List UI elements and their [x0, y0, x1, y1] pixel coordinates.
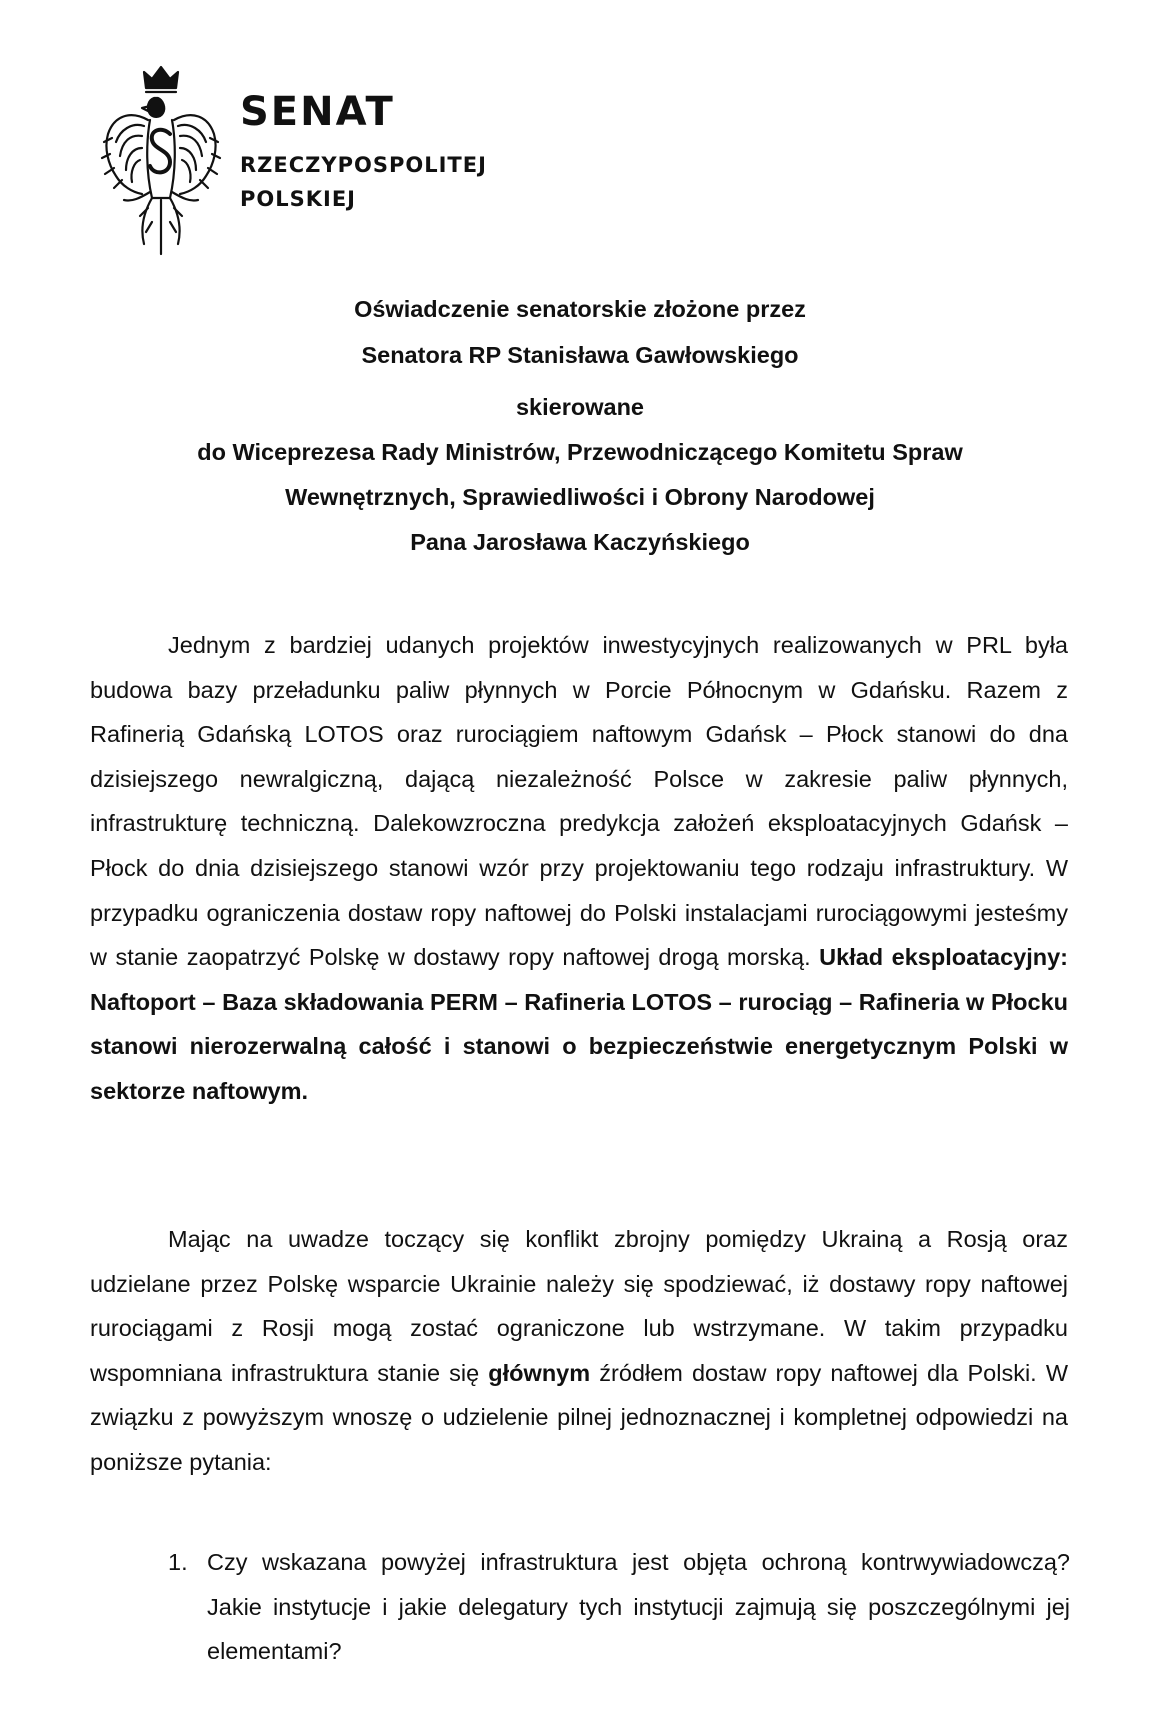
heading-line-1: Oświadczenie senatorskie złożone przez	[354, 296, 806, 322]
paragraph-1-text: Jednym z bardziej udanych projektów inwestycyjnych realizowanych w PRL była budowa bazy przeładunku paliw płynnych w Porcie Północnym w Gdańsku. Razem z Rafinerią Gdańską LOTOS oraz rurociągiem naftowym Gdańsk – Płock stanowi do dna dzisiejszego newralgiczną, dającą niezależność Polsce w zakresie paliw płynnych, infrastrukturę techniczną. Dalekowzroczna predykcja założeń eksploatacyjnych Gdańsk – Płock do dnia dzisiejszego stanowi wzór przy projektowaniu tego rodzaju infrastruktury. W przypadku ograniczenia dostaw ropy naftowej do Polski instalacjami rurociągowymi jesteśmy w stanie zaopatrzyć Polskę w dostawy ropy naftowej drogą morską.	[90, 632, 1068, 971]
paragraph-1	[90, 623, 1068, 1114]
question-text: Czy wskazana powyżej infrastruktura jest objęta ochroną kontrwywiadowczą? Jakie instytucje i jakie delegatury tych instytucji zajmują się poszczególnymi jej elementami?	[207, 1549, 1070, 1665]
paragraph-2-text-before: Mając na uwadze toczący się konflikt zbrojny pomiędzy Ukrainą a Rosją oraz udzielane przez Polskę wsparcie Ukrainie należy się spodziewać, iż dostawy ropy naftowej rurociągami z Rosji mogą zostać ograniczone lub wstrzymane. W takim przypadku wspomniana infrastruktura stanie się	[90, 1226, 1068, 1386]
question-number: 1.	[168, 1549, 188, 1575]
paragraph-1-bold-text: Układ eksploatacyjny: Naftoport – Baza składowania PERM – Rafineria LOTOS – rurociąg – Rafineria w Płocku stanowi nierozerwalną całość i stanowi o bezpieczeństwie energetycznym Polski w sektorze naftowym.	[90, 944, 1069, 1104]
paragraph-2	[90, 1217, 1068, 1485]
senate-header	[100, 62, 520, 262]
paragraph-2-text-after: źródłem dostaw ropy naftowej dla Polski. W związku z powyższym wnoszę o udzielenie pilnej jednoznacznej i kompletnej odpowiedzi na poniższe pytania:	[90, 1359, 1068, 1475]
senate-subtitle-line1: RZECZYPOSPOLITEJ	[240, 153, 487, 177]
heading-line-6: Pana Jarosława Kaczyńskiego	[410, 529, 750, 555]
statement-heading	[90, 298, 1070, 571]
eagle-emblem-icon	[100, 62, 222, 258]
question-list	[90, 1540, 1070, 1674]
senate-subtitle-line2: POLSKIEJ	[240, 187, 356, 211]
heading-line-3: skierowane	[515, 394, 644, 420]
heading-line-2: Senatora RP Stanisława Gawłowskiego	[361, 342, 799, 368]
paragraph-2-bold-word: głównym	[488, 1359, 591, 1386]
heading-line-4: do Wiceprezesa Rady Ministrów, Przewodniczącego Komitetu Spraw	[197, 439, 963, 465]
senate-title: SENAT	[240, 89, 395, 135]
question-item	[90, 1540, 1070, 1674]
heading-line-5: Wewnętrznych, Sprawiedliwości i Obrony Narodowej	[285, 484, 875, 510]
